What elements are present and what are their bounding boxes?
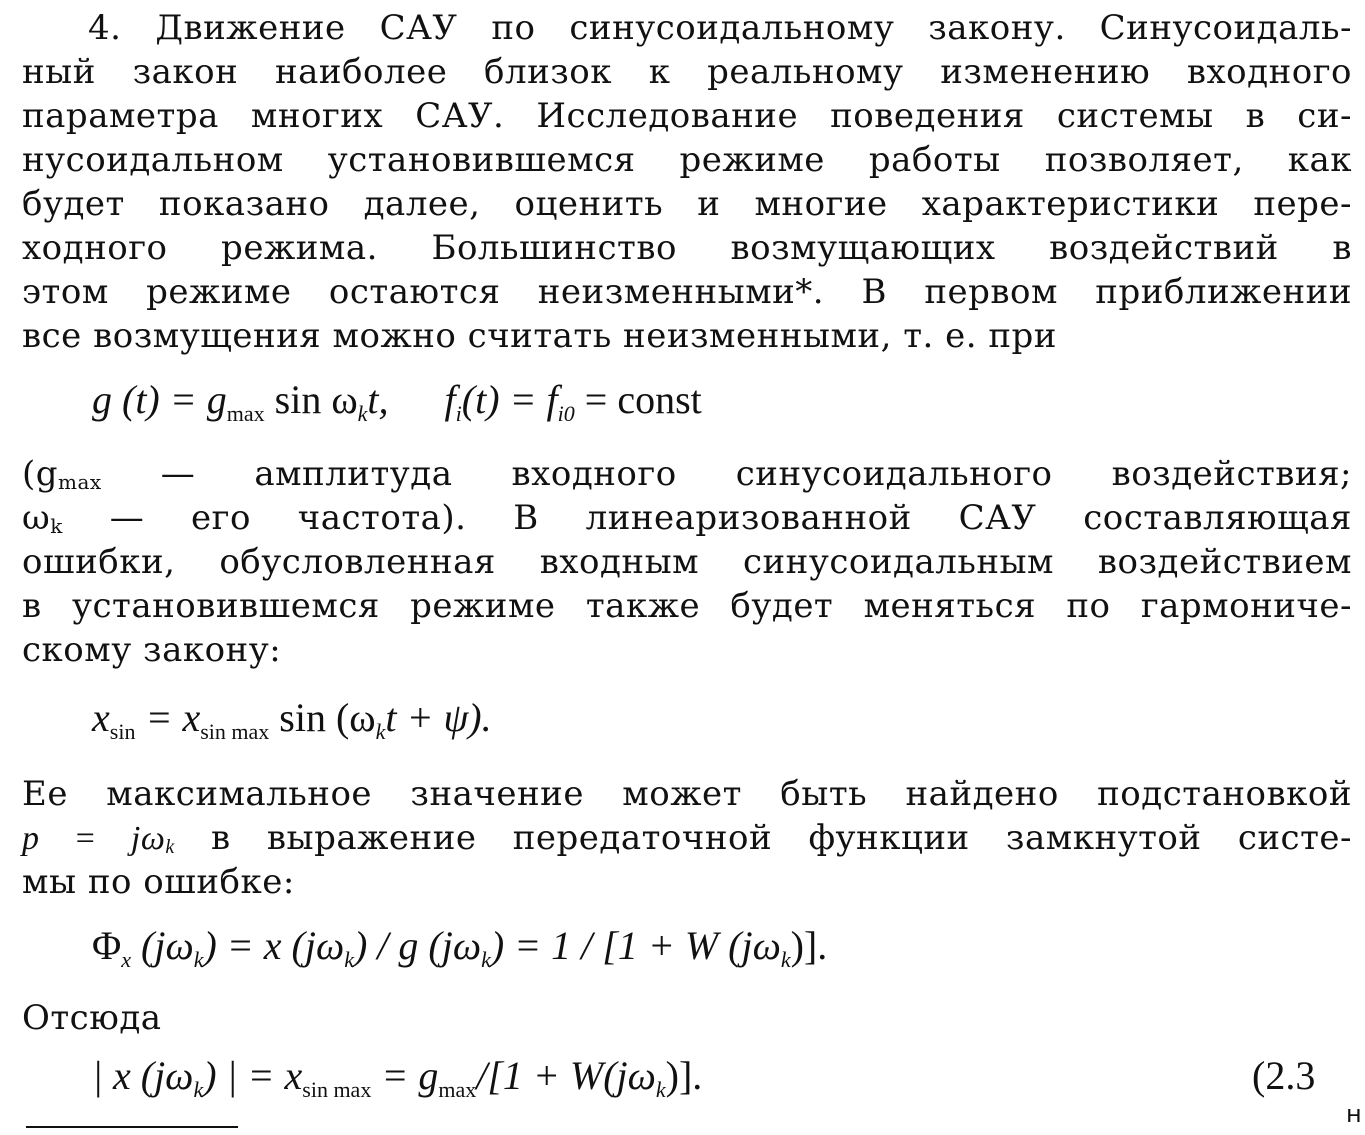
formula-part: = g xyxy=(371,1053,439,1098)
text-line: в установившемся режиме также будет меняться по гармониче- xyxy=(22,586,1352,626)
formula-subscript: sin xyxy=(109,719,136,744)
formula-subscript: k xyxy=(481,947,491,972)
text-line: нусоидальном установившемся режиме работы позволяет, как xyxy=(22,140,1352,180)
text-subscript: k xyxy=(165,836,175,858)
formula-subscript: k xyxy=(193,947,204,972)
formula-part: )]. xyxy=(790,923,828,968)
formula-subscript: k xyxy=(655,1077,666,1102)
formula-part: | x (jω xyxy=(92,1053,194,1098)
formula-subscript: x xyxy=(121,947,132,972)
formula-part: )]. xyxy=(665,1053,703,1098)
formula-part: f xyxy=(444,377,456,422)
formula-subscript: sin max xyxy=(200,719,270,744)
text-part: в выражение передаточной функции замкнутой систе- xyxy=(174,818,1352,858)
formula-subscript: sin max xyxy=(302,1077,372,1102)
formula-subscript: i0 xyxy=(557,401,575,426)
formula-part: = x xyxy=(135,695,201,740)
formula-part: /[1 + W(jω xyxy=(476,1053,656,1098)
text-part: — его частота). В линеаризованной САУ составляющая xyxy=(62,498,1352,538)
formula-subscript: max xyxy=(438,1077,477,1102)
formula-max-error xyxy=(92,1052,702,1100)
text-part: p = jω xyxy=(22,820,166,857)
text-line: параметра многих САУ. Исследование поведения системы в си- xyxy=(22,96,1352,136)
text-line: Отсюда xyxy=(22,998,162,1038)
formula-subscript: k xyxy=(193,1077,204,1102)
text-line: ный закон наиболее близок к реальному изменению входного xyxy=(22,52,1352,92)
footnote-rule xyxy=(26,1126,238,1128)
text-line: все возмущения можно считать неизменными, т. е. при xyxy=(22,316,1057,356)
formula-part: x xyxy=(92,695,110,740)
text-part: (g xyxy=(22,454,59,494)
text-subscript: k xyxy=(50,514,63,538)
formula-subscript: k xyxy=(357,401,368,426)
formula-part: t, xyxy=(367,377,389,422)
formula-part: Φ xyxy=(92,923,122,968)
text-line: мы по ошибке: xyxy=(22,862,295,902)
formula-part: ) | = x xyxy=(203,1053,303,1098)
formula-transfer-function xyxy=(92,922,827,970)
text-part: — амплитуда входного синусоидального воздействия; xyxy=(101,454,1352,494)
formula-part: sin ω xyxy=(264,377,358,422)
text-subscript: max xyxy=(58,470,102,494)
formula-part: = const xyxy=(574,377,702,422)
formula-input-signal xyxy=(92,376,702,424)
text-line: 4. Движение САУ по синусоидальному закону. Синусоидаль- xyxy=(88,8,1352,48)
text-line: Ее максимальное значение может быть найдено подстановкой xyxy=(22,774,1352,814)
text-line: будет показано далее, оценить и многие характеристики пере- xyxy=(22,184,1352,224)
formula-part: t + ψ). xyxy=(385,695,492,740)
formula-part: (jω xyxy=(131,923,194,968)
formula-subscript: k xyxy=(780,947,791,972)
text-part: ω xyxy=(22,498,51,538)
formula-part: (t) = f xyxy=(461,377,558,422)
equation-number: (2.3 xyxy=(1252,1053,1316,1098)
formula-subscript: k xyxy=(344,947,354,972)
formula-part: ) = x (jω xyxy=(203,923,345,968)
formula-subscript: max xyxy=(226,401,265,426)
text-line: ходного режима. Большинство возмущающих воздействий в xyxy=(22,228,1352,268)
text-line: ошибки, обусловленная входным синусоидальным воздействием xyxy=(22,542,1352,582)
text-line: скому закону: xyxy=(22,630,282,670)
formula-subscript: i xyxy=(455,401,462,426)
formula-error-harmonic xyxy=(92,694,492,742)
formula-part: ) / g (jω xyxy=(353,923,482,968)
formula-part: g (t) = g xyxy=(92,377,227,422)
text-line: этом режиме остаются неизменными*. В первом приближении xyxy=(22,272,1352,312)
formula-subscript: k xyxy=(375,719,386,744)
margin-cut-letter: н xyxy=(1346,1100,1362,1128)
formula-part: sin (ω xyxy=(269,695,376,740)
formula-part: ) = 1 / [1 + W (jω xyxy=(490,923,781,968)
